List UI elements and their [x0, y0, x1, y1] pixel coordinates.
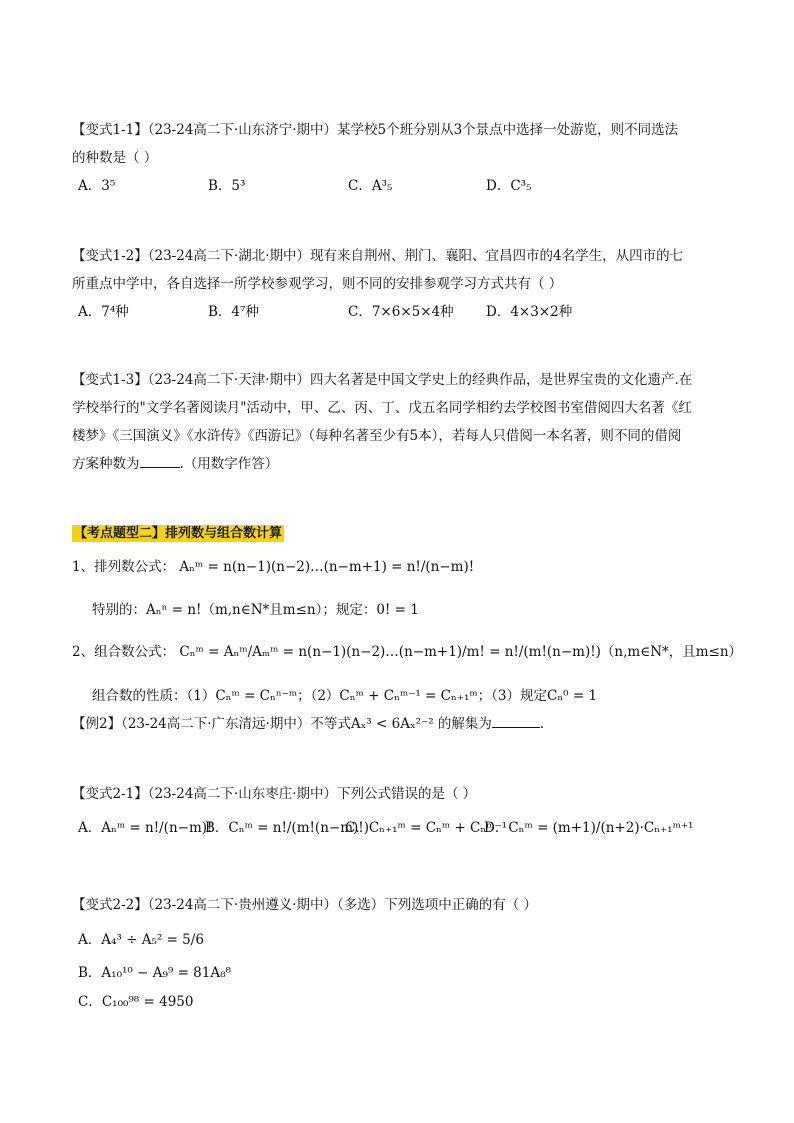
- example-2-text: 【例2】（23-24高二下·广东清远·期中）不等式Aₓ³ < 6Aₓ²⁻² 的解集为: [72, 716, 492, 732]
- example-2-tail: .: [539, 716, 545, 732]
- option-a: A．A₄³ ÷ A₅² = 5/6: [78, 932, 204, 948]
- comb-label: 2、组合数公式：: [72, 644, 176, 660]
- perm-formula: Aₙᵐ = n(n−1)(n−2)…(n−m+1) = n!/(n−m)!: [179, 559, 475, 575]
- option-d: D．Cₙᵐ = (m+1)/(n+2)·Cₙ₊₁ᵐ⁺¹: [484, 820, 694, 836]
- option-c: C．C₁₀₀⁹⁸ = 4950: [78, 994, 194, 1010]
- variant-1-2-line1: 【变式1-2】（23-24高二下·湖北·期中）现有来自荆州、荆门、襄阳、宜昌四市的4名学生，从四市的七: [72, 248, 684, 264]
- variant-1-3-line3: 楼梦》《三国演义》《水浒传》《西游记》（每种名著至少有5本），若每人只借阅一本名著，则不同的借阅: [72, 428, 682, 444]
- variant-2-1-line1: 【变式2-1】（23-24高二下·山东枣庄·期中）下列公式错误的是（ ）: [72, 786, 477, 802]
- section-2-highlight: 【考点题型二】排列数与组合数计算: [74, 526, 283, 541]
- option-b: B．Cₙᵐ = n!/(m!(n−m)!): [205, 820, 369, 836]
- variant-1-1-line2: 的种数是（ ）: [72, 150, 158, 166]
- option-b: B．4⁷种: [208, 304, 259, 320]
- variant-1-3-line1: 【变式1-3】（23-24高二下·天津·期中）四大名著是中国文学史上的经典作品，是世界宝贵的文化遗产.在: [72, 372, 693, 388]
- line4-suffix: .（用数字作答）: [179, 456, 279, 472]
- section-2-title: [72, 522, 284, 541]
- perm-special-line: 特别的：Aₙⁿ = n!（m,n∈N*且m≤n）；规定：0! = 1: [92, 602, 419, 618]
- option-b: B．5³: [208, 178, 246, 194]
- permutation-formula-line: [72, 555, 474, 575]
- answer-blank[interactable]: [140, 467, 180, 468]
- example-2-line: [72, 712, 544, 732]
- answer-blank[interactable]: [492, 727, 540, 728]
- option-c: C．7×6×5×4种: [348, 304, 454, 320]
- option-c: C．A³₅: [348, 178, 393, 194]
- option-a: A．3⁵: [78, 178, 116, 194]
- combination-formula-line: [72, 640, 742, 660]
- line4-prefix: 方案种数为: [72, 456, 140, 472]
- variant-2-2-line1: 【变式2-2】（23-24高二下·贵州遵义·期中）（多选）下列选项中正确的有（ ）: [72, 897, 538, 913]
- comb-props-line: 组合数的性质：（1）Cₙᵐ = Cₙⁿ⁻ᵐ；（2）Cₙᵐ + Cₙᵐ⁻¹ = Cₙ₊₁ᵐ；（3）规定Cₙ⁰ = 1: [92, 688, 598, 704]
- variant-1-3-line2: 学校举行的"文学名著阅读月"活动中，甲、乙、丙、丁、戊五名同学相约去学校图书室借阅四大名著《红: [72, 400, 692, 416]
- variant-1-3-line4: [72, 452, 278, 472]
- option-d: D．4×3×2种: [486, 304, 573, 320]
- option-c: C．Cₙ₊₁ᵐ = Cₙᵐ + Cₙᵐ⁻¹: [345, 820, 508, 836]
- variant-1-2-line2: 所重点中学中，各自选择一所学校参观学习，则不同的安排参观学习方式共有（ ）: [72, 276, 563, 292]
- perm-label: 1、排列数公式：: [72, 559, 176, 575]
- option-d: D．C³₅: [486, 178, 532, 194]
- option-a: A．7⁴种: [78, 304, 129, 320]
- variant-1-1-line1: 【变式1-1】（23-24高二下·山东济宁·期中）某学校5个班分别从3个景点中选择一处游览，则不同选法: [72, 122, 679, 138]
- option-b: B．A₁₀¹⁰ − A₉⁹ = 81A₈⁸: [78, 965, 231, 981]
- option-a: A．Aₙᵐ = n!/(n−m)!: [78, 820, 213, 836]
- comb-formula: Cₙᵐ = Aₙᵐ/Aₘᵐ = n(n−1)(n−2)…(n−m+1)/m! = n!/(m!(n−m)!)（n,m∈N*，且m≤n）: [179, 644, 743, 660]
